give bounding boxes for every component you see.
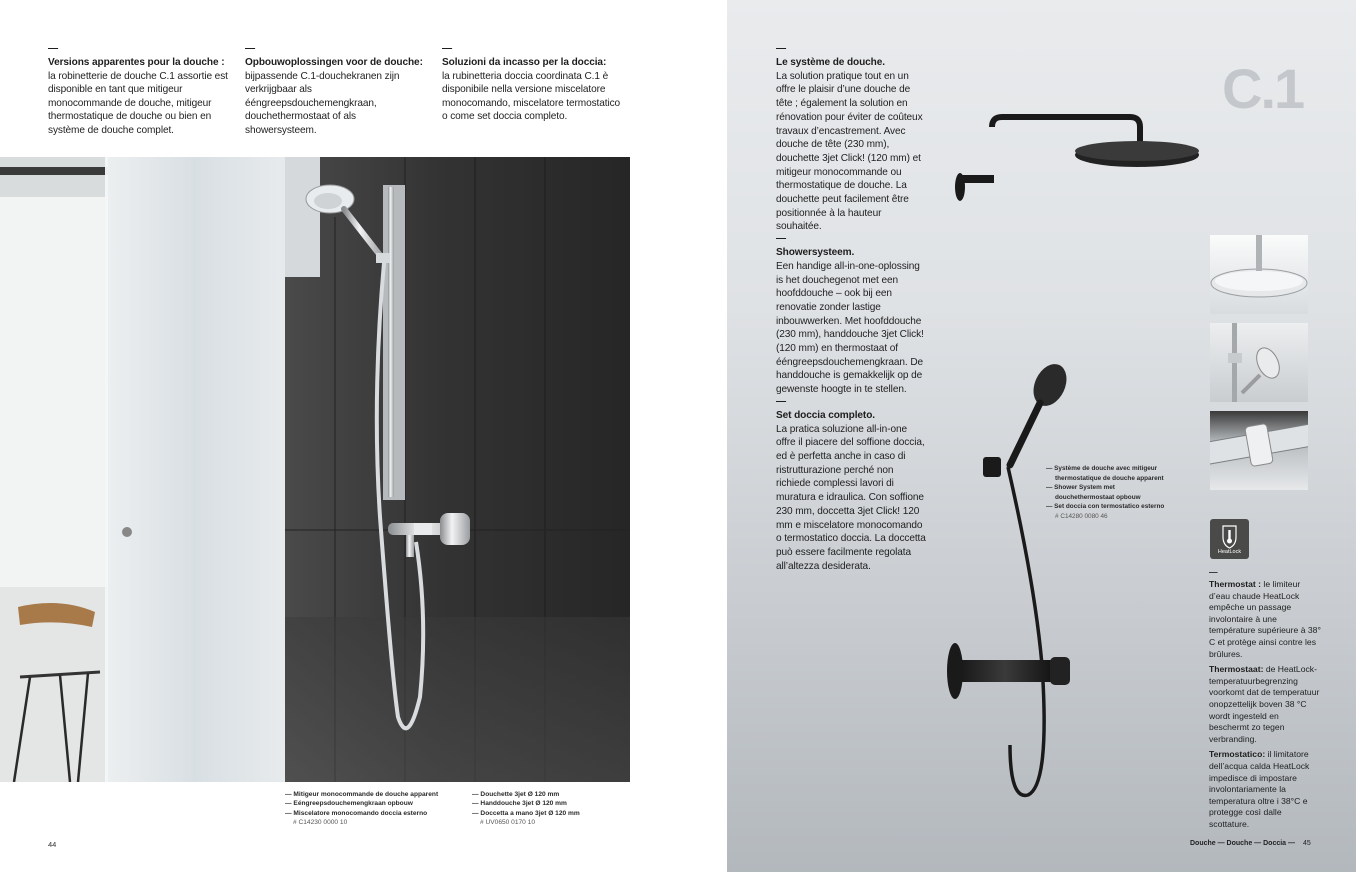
caption-line: — Miscelatore monocomando doccia esterno (285, 809, 428, 817)
intro-body: la rubinetteria doccia coordinata C.1 è disponibile nella versione miscelatore monocomando, miscelatore termostatico o come set doccia completo. (442, 70, 621, 123)
section-body: Een handige all-in-one-oplossing is het douchegenot met een hoofddouche – ook bij een renovatie zonder lastige inbouwwerken. Met hoofddouche (230 mm), handdouche 3jet Click! (120 mm) en thermostaat of ééngreepsdouchemengkraan. De handdouche is gemakkelijk op de gewenste hoogte in te stellen. (776, 260, 924, 396)
page-number-right: 45 (1302, 840, 1311, 847)
shower-system-caption (1046, 464, 1186, 521)
thumb-head-shower (1210, 235, 1308, 314)
intro-body: la robinetterie de douche C.1 assortie est disponible en tant que mitigeur monocommande de douche, mitigeur thermostatique de douche ou bien en système de douche complet. (48, 70, 228, 136)
page-number-left: 44 (48, 840, 57, 849)
thumb-thermostat (1210, 411, 1308, 490)
intro-body: bijpassende C.1-douchekranen zijn verkrijgbaar als ééngreepsdouchemengkraan, douchethermostaat of als showersysteem. (245, 70, 400, 136)
intro-dash: — (48, 43, 58, 54)
heatlock-badge (1210, 519, 1249, 559)
section-heading: Set doccia completo. (776, 409, 875, 421)
mixer-caption (285, 790, 438, 828)
intro-heading: Soluzioni da incasso per la doccia: (442, 57, 607, 68)
bathroom-photo (0, 157, 630, 782)
section-body: La pratica soluzione all-in-one offre il piacere del soffione doccia, ed è perfetta anche in caso di ristrutturazione perché non richiede complessi lavori di muratura e idraulica. Con soffione 230 mm, doccetta 3jet Click! 120 mm e miscelatore monocomando o termostatico doccia. La doccetta può essere facilmente regolata all’altezza desiderata. (776, 423, 926, 572)
caption-line: — Eéngreepsdouchemengkraan opbouw (285, 800, 413, 808)
product-code: # C14280 0080 46 (1055, 512, 1108, 520)
thumb-thermostat-image (1210, 411, 1308, 490)
caption-line: douchethermostaat opbouw (1055, 493, 1141, 501)
thermo-dash: — (1209, 567, 1218, 577)
page-footer (1190, 840, 1311, 847)
intro-heading: Versions apparentes pour la douche : (48, 57, 225, 68)
thumb-hand-shower-image (1210, 323, 1308, 402)
product-code: # C14230 0000 10 (293, 819, 348, 827)
right-description (776, 44, 926, 573)
section-french (776, 44, 926, 234)
section-dash: — (776, 43, 786, 54)
caption-line: — Système de douche avec mitigeur (1046, 465, 1158, 472)
series-title: C.1 (1222, 57, 1304, 120)
thermo-text: de HeatLock-temperatuurbegrenzing voorkomt dat de temperatuur onopzettelijk boven 38 °C wordt ingesteld en beschermt zo tegen verbranding. (1209, 664, 1320, 744)
bathroom-photo-illustration (0, 157, 630, 782)
section-dutch (776, 234, 926, 397)
section-heading: Le système de douche. (776, 57, 885, 68)
intro-french (48, 44, 233, 138)
product-code: # UV0650 0170 10 (480, 819, 535, 827)
section-italian (776, 397, 926, 573)
thermo-note-italian (1209, 749, 1321, 830)
footer-path: Douche — Douche — Doccia — (1190, 840, 1296, 847)
thermostat-notes (1209, 568, 1321, 834)
caption-line: — Mitigeur monocommande de douche apparent (285, 791, 439, 798)
caption-line: — Shower System met (1046, 484, 1115, 491)
heatlock-label: HeatLock (1217, 549, 1242, 555)
section-dash: — (776, 395, 786, 407)
thermo-note-dutch (1209, 664, 1321, 745)
intro-italian (442, 44, 627, 124)
intro-dash: — (442, 43, 452, 54)
intro-dash: — (245, 43, 255, 54)
thermo-label: Thermostat : (1209, 579, 1262, 589)
caption-line: — Handdouche 3jet Ø 120 mm (472, 800, 567, 808)
thermo-label: Thermostaat: (1209, 664, 1264, 675)
caption-line: — Set doccia con termostatico esterno (1046, 503, 1165, 510)
thermo-text: le limiteur d’eau chaude HeatLock empêche un passage involontaire à une température supérieure à 38° C et protège ainsi contre les brûlures. (1209, 579, 1321, 659)
thermometer-shield-icon (1210, 522, 1249, 550)
thumb-hand-shower (1210, 323, 1308, 402)
intro-heading: Opbouwoplossingen voor de douche: (245, 57, 423, 68)
section-heading: Showersysteem. (776, 247, 855, 259)
handshower-caption (472, 790, 580, 828)
section-body: La solution pratique tout en un offre le plaisir d’une douche de tête ; également la solution en rénovation pour éviter de coûteux travaux d’encastrement. Avec douche de tête (230 mm), douchette 3jet Click! (120 mm) et mitigeur monocommande ou thermostatique de douche. La douchette peut facilement être positionnée à la hauteur souhaitée. (776, 70, 923, 233)
thumb-head-shower-image (1210, 235, 1308, 314)
caption-line: thermostatique de douche apparent (1055, 474, 1164, 482)
intro-dutch (245, 44, 430, 138)
section-dash: — (776, 233, 786, 245)
thermo-note-french (1209, 579, 1321, 660)
thermo-text: il limitatore dell’acqua calda HeatLock impedisce di impostare involontariamente la temperatura oltre i 38°C e protegge così dalle scottature. (1209, 749, 1310, 829)
caption-line: — Douchette 3jet Ø 120 mm (472, 791, 560, 798)
caption-line: — Doccetta a mano 3jet Ø 120 mm (472, 809, 580, 817)
thermo-label: Termostatico: (1209, 749, 1266, 760)
shower-system-image (940, 105, 1230, 805)
